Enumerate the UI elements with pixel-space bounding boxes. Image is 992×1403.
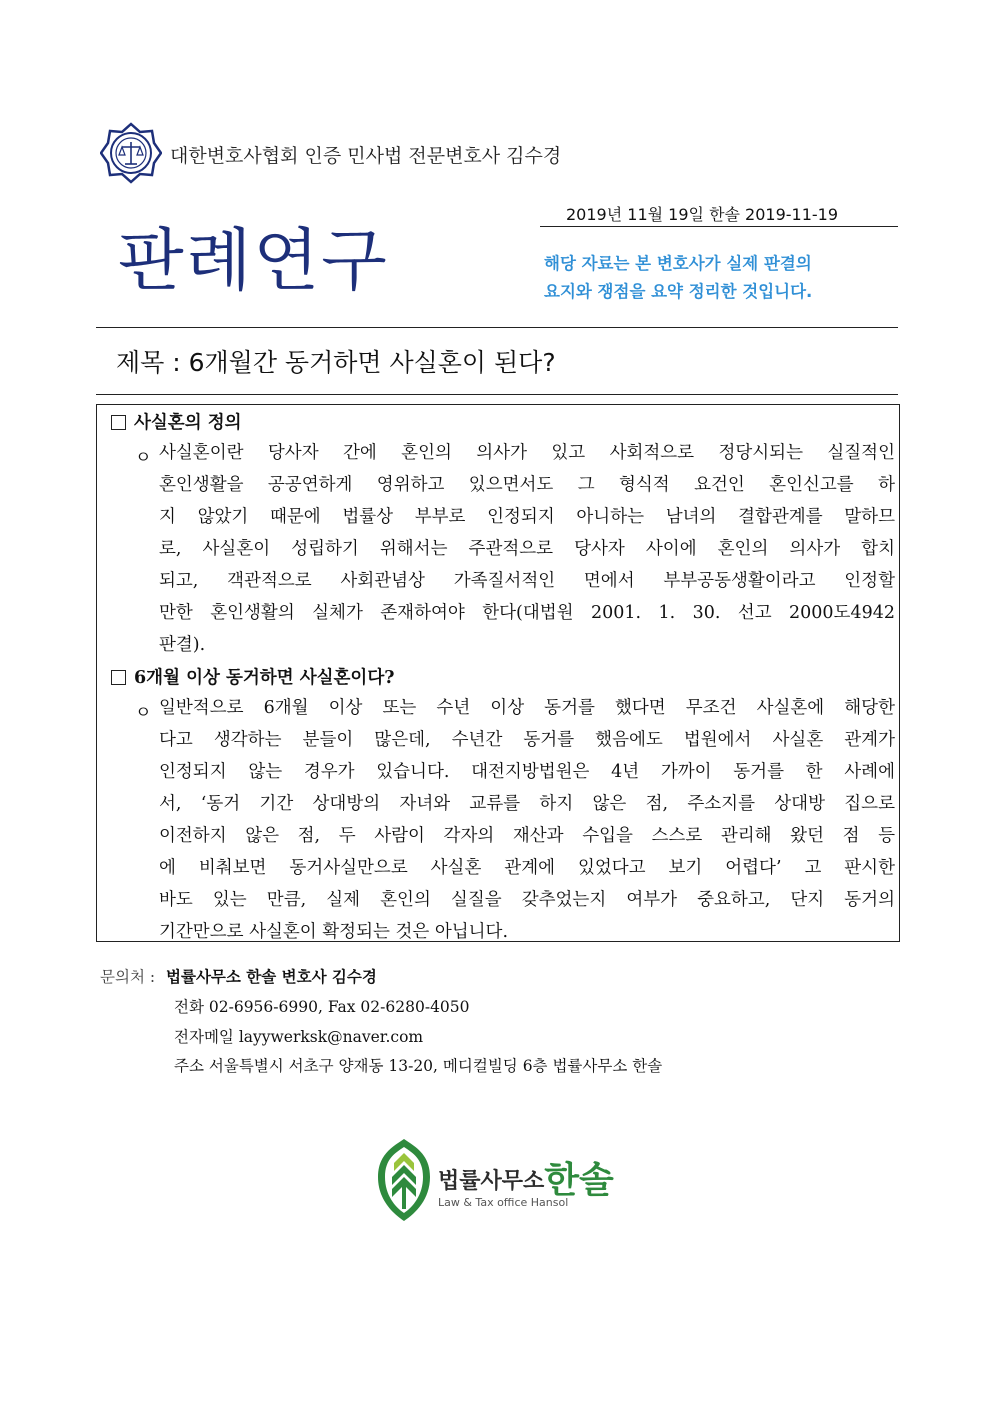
divider-top bbox=[96, 327, 898, 328]
contact-label: 문의처 : bbox=[100, 968, 156, 986]
contact-row-office bbox=[100, 965, 377, 987]
logo-name-main: 한솔 bbox=[544, 1160, 614, 1201]
paragraph-line: 서, ‘동거 기간 상대방의 자녀와 교류를 하지 않은 점, 주소지를 상대방 집으로 bbox=[159, 794, 895, 814]
section-paragraph-six-months bbox=[159, 692, 895, 948]
bullet-icon: ㅇ bbox=[135, 703, 152, 723]
logo-english-name: Law & Tax office Hansol bbox=[438, 1196, 569, 1209]
paragraph-line: 기간만으로 사실혼이 확정되는 것은 아닙니다. bbox=[159, 922, 509, 942]
publication-date: 2019년 11월 19일 한솔 2019-11-19 bbox=[566, 205, 839, 224]
paragraph-line: 일반적으로 6개월 이상 또는 수년 이상 동거를 했다면 무조건 사실혼에 해당한 bbox=[159, 698, 895, 718]
paragraph-line: 인정되지 않는 경우가 있습니다. 대전지방법원은 4년 가까이 동거를 한 사례에 bbox=[159, 762, 895, 782]
section-heading-definition bbox=[111, 409, 242, 434]
paragraph-line: 로, 사실혼이 성립하기 위해서는 주관적으로 당사자 사이에 혼인의 의사가 합치 bbox=[159, 539, 895, 559]
document-title: 판례연구 bbox=[118, 222, 389, 301]
contact-email[interactable]: 전자메일 layywerksk@naver.com bbox=[174, 1028, 424, 1046]
bullet-icon: ㅇ bbox=[135, 448, 152, 468]
section-heading-text: 사실혼의 정의 bbox=[134, 413, 242, 433]
date-line bbox=[540, 202, 898, 227]
logo-name-prefix: 법률사무소 bbox=[438, 1169, 545, 1194]
paragraph-line: 바도 있는 만큼, 실제 혼인의 실질을 갖추었는지 여부가 중요하고, 단지 동거의 bbox=[159, 890, 895, 910]
paragraph-line: 만한 혼인생활의 실체가 존재하여야 한다(대법원 2001. 1. 30. 선고 2000도4942 bbox=[159, 603, 895, 623]
subject-heading: 제목 : 6개월간 동거하면 사실혼이 된다? bbox=[116, 348, 556, 377]
section-heading-six-months bbox=[111, 664, 394, 689]
contact-address: 주소 서울특별시 서초구 양재동 13-20, 메디컬빌딩 6층 법률사무소 한솔 bbox=[174, 1057, 663, 1075]
author-credential: 대한변호사협회 인증 민사법 전문변호사 김수경 bbox=[170, 145, 562, 167]
notice-line-1: 해당 자료는 본 변호사가 실제 판결의 bbox=[544, 254, 812, 273]
checkbox-square-icon bbox=[111, 415, 126, 430]
paragraph-line: 다고 생각하는 분들이 많은데, 수년간 동거를 했음에도 법원에서 사실혼 관계가 bbox=[159, 730, 895, 750]
notice-line-2: 요지와 쟁점을 요약 정리한 것입니다. bbox=[544, 282, 813, 301]
section-paragraph-definition bbox=[159, 437, 895, 661]
paragraph-line: 지 않았기 때문에 법률상 부부로 인정되지 아니하는 남녀의 결합관계를 말하므 bbox=[159, 507, 895, 527]
paragraph-line: 사실혼이란 당사자 간에 혼인의 의사가 있고 사회적으로 정당시되는 실질적인 bbox=[159, 443, 895, 463]
contact-phone: 전화 02-6956-6990, Fax 02-6280-4050 bbox=[174, 998, 470, 1016]
paragraph-line: 이전하지 않은 점, 두 사람이 각자의 재산과 수입을 스스로 관리해 왔던 점 등 bbox=[159, 826, 895, 846]
bar-association-seal-icon bbox=[100, 122, 162, 184]
paragraph-line: 되고, 객관적으로 사회관념상 가족질서적인 면에서 부부공동생활이라고 인정할 bbox=[159, 571, 895, 591]
paragraph-line: 에 비춰보면 동거사실만으로 사실혼 관계에 있었다고 보기 어렵다’ 고 판시한 bbox=[159, 858, 895, 878]
notice-text bbox=[544, 250, 812, 306]
paragraph-line: 판결). bbox=[159, 635, 206, 655]
divider-bottom bbox=[96, 394, 898, 395]
contact-office: 법률사무소 한솔 변호사 김수경 bbox=[166, 967, 377, 986]
content-box bbox=[96, 404, 900, 942]
paragraph-line: 혼인생활을 공공연하게 영위하고 있으면서도 그 형식적 요건인 혼인신고를 하 bbox=[159, 475, 895, 495]
section-heading-text: 6개월 이상 동거하면 사실혼이다? bbox=[134, 668, 395, 688]
checkbox-square-icon bbox=[111, 670, 126, 685]
